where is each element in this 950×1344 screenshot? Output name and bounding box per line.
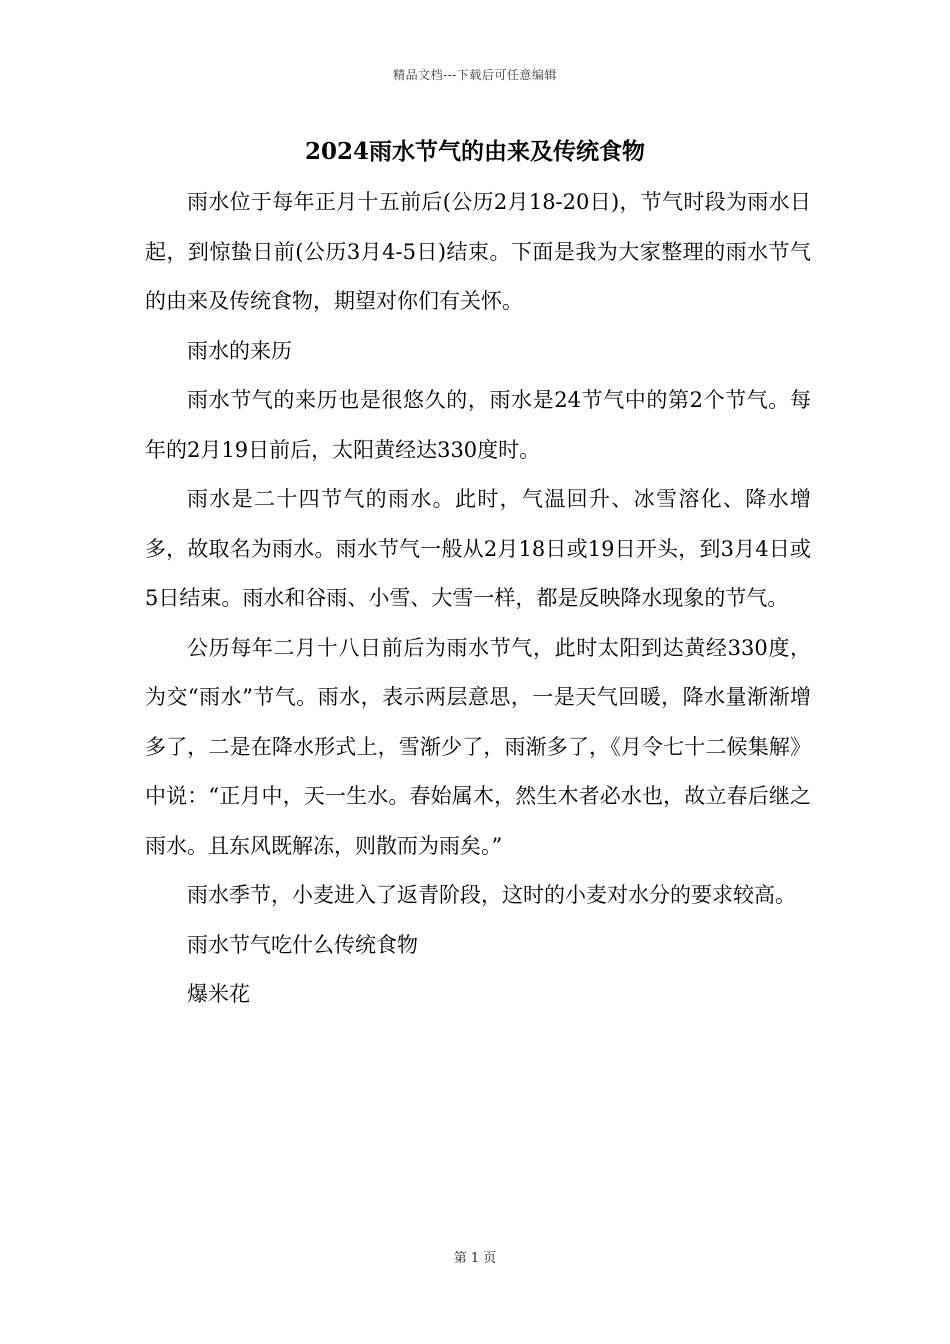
paragraph-description: 雨水是二十四节气的雨水。此时，气温回升、冰雪溶化、降水增多，故取名为雨水。雨水节气一般从2月18日或19日开头，到3月4日或5日结束。雨水和谷雨、小雪、大雪一样，都是反映降水现象的节气。: [145, 487, 811, 610]
paragraph-calendar: 公历每年二月十八日前后为雨水节气，此时太阳到达黄经330度，为交“雨水”节气。雨水，表示两层意思，一是天气回暖，降水量渐渐增多了，二是在降水形式上，雪渐少了，雨渐多了，《月令七十二候集解》中说：“正月中，天一生水。春始属木，然生木者必水也，故立春后继之雨水。且东风既解冻，则散而为雨矣。”: [145, 635, 811, 858]
paragraph-intro: 雨水位于每年正月十五前后(公历2月18-20日)，节气时段为雨水日起，到惊蛰日前(公历3月4-5日)结束。下面是我为大家整理的雨水节气的由来及传统食物，期望对你们有关怀。: [145, 190, 811, 313]
section-heading-food: 雨水节气吃什么传统食物: [187, 932, 418, 957]
page-number: 第 1 页: [453, 1251, 497, 1266]
document-body: [145, 178, 811, 1020]
paragraph-origin: 雨水节气的来历也是很悠久的，雨水是24节气中的第2个节气。每年的2月19日前后，太阳黄经达330度时。: [145, 388, 811, 462]
food-item-popcorn: 爆米花: [187, 982, 250, 1006]
section-heading-origin: 雨水的来历: [187, 338, 292, 363]
header-note: 精品文档---下载后可任意编辑: [393, 68, 557, 82]
document-title: 2024雨水节气的由来及传统食物: [304, 138, 645, 165]
paragraph-wheat: 雨水季节，小麦进入了返青阶段，这时的小麦对水分的要求较高。: [187, 883, 796, 907]
